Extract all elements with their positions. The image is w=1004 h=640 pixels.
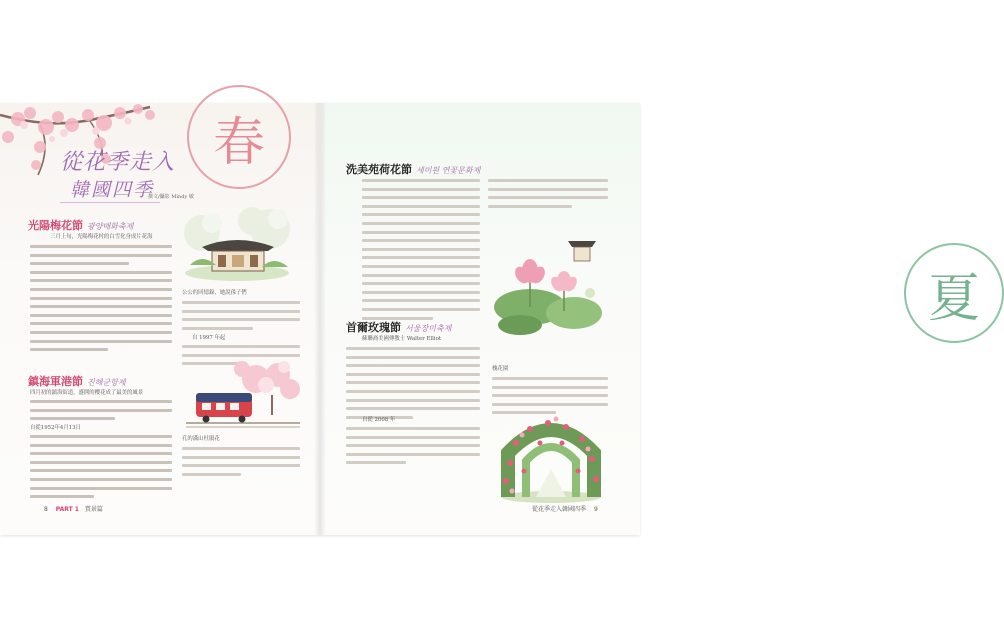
section-title-korean: 서울장미축제 (405, 324, 452, 333)
jinhae-year-text: 自從1952年4月13日 (30, 425, 81, 431)
spring-season-badge (187, 85, 291, 189)
train-illustration (186, 365, 300, 431)
right-text-column-1c (346, 427, 480, 470)
summer-season-badge (904, 243, 1004, 343)
section-title-text: 首爾玫瑰節 (346, 321, 401, 334)
article-text-column-1 (30, 245, 172, 357)
headline-line-1: 從花季走入 (60, 150, 176, 175)
section-title-korean: 광양매화축제 (87, 222, 134, 231)
footer-label: 賞景篇 (84, 506, 103, 513)
section-title-seoul-rose (346, 319, 451, 335)
headline-line-2: 韓國四季 (70, 179, 155, 201)
magazine-spread (0, 103, 980, 535)
right-page (322, 103, 980, 535)
headline-underline (60, 202, 160, 203)
lotus-illustration (490, 233, 602, 343)
year-note: 自 1997 年起 (192, 335, 226, 341)
caption-bottom: 孔的滿山杜鵑花 (182, 436, 220, 442)
section-title-jinhae (28, 373, 126, 389)
right-page-number: 9 (593, 506, 598, 513)
section-title-gwangyang (28, 217, 133, 233)
right-footer-label: 從花季走入韓國四季 (532, 506, 587, 513)
byline: 撰文/攝影 Mindy 敏 (148, 194, 194, 200)
right-text-column-1 (362, 179, 480, 325)
footer-part: PART 1 (55, 506, 79, 513)
article-text-column-1c (30, 435, 172, 504)
rose-intro: 蘇聯裔美國傳教士 Walter Elliot (362, 336, 442, 342)
left-page-number: 8 (44, 506, 48, 513)
section-title-korean: 세미원 연꽃문화제 (416, 166, 481, 175)
section-title-korean: 진해군항제 (87, 378, 126, 387)
right-text-column-2 (488, 179, 608, 213)
left-footer (44, 504, 103, 513)
article-text-column-1b (30, 400, 172, 426)
section-title-semiwon (346, 161, 480, 177)
caption-mid: 公公的回憶錄，她說孫子們 (182, 290, 247, 296)
article-text-column-2c (182, 447, 300, 481)
article-text-column-2 (182, 301, 300, 335)
page-gutter (314, 103, 326, 535)
rose-year-text: 自從 2008 年 (362, 417, 396, 423)
side-caption: 槐花園 (492, 366, 509, 372)
section-title-text: 鎮海軍港節 (28, 375, 83, 388)
hanok-house-illustration (182, 203, 292, 283)
right-text-column-1b (346, 347, 480, 424)
spring-season-char: 春 (212, 112, 265, 173)
section-intro: 三月上旬，光陽梅花村的白雪化身成片花海 (50, 234, 153, 240)
left-page (0, 103, 318, 535)
right-footer (532, 504, 598, 513)
summer-season-char: 夏 (927, 268, 980, 329)
section-title-text: 洗美苑荷花節 (346, 163, 412, 176)
rose-arch-illustration (496, 413, 606, 503)
section-intro: 四月初的鎮海街道，盛開的櫻花成了最美的風景 (30, 390, 144, 396)
section-title-text: 光陽梅花節 (28, 219, 83, 232)
